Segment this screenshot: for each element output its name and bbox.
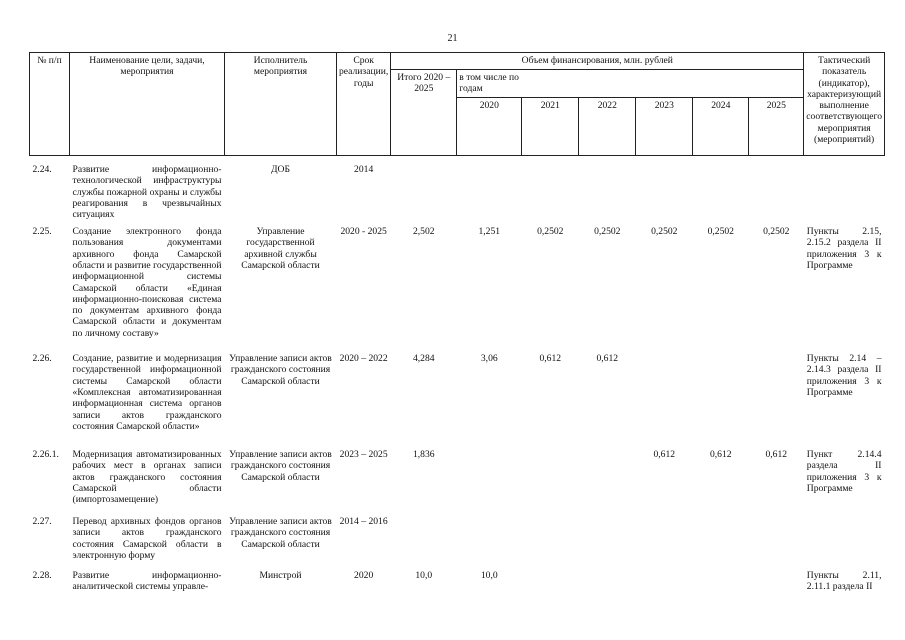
row-2025 [749,569,804,595]
header-year-2022: 2022 [579,97,636,155]
row-2021 [522,515,579,569]
header-executor: Исполнитель мероприятия [225,53,337,156]
row-executor: ДОБ [271,164,290,176]
financing-table-container [29,52,885,595]
row-2022 [579,569,636,595]
header-total: Итого 2020 – 2025 [391,70,457,156]
row-total: 10,0 [415,570,433,582]
header-including: в том числе по годам [457,70,522,98]
row-2023: 0,2502 [651,226,678,238]
row-num: 2.24. [32,164,52,176]
row-2025 [749,515,804,569]
row-term: 2020 [354,570,374,582]
row-term: 2023 – 2025 [339,449,388,461]
row-term: 2014 [354,164,374,176]
table-row [30,163,885,225]
row-name: Создание, развитие и модернизация государственной информационной системы Самарской области «Комплексная автоматизированная информационная система органов записи актов гражданского состояния Самарской области» [72,353,222,432]
header-name: Наименование цели, задачи, мероприятия [70,53,225,156]
table-row [30,448,885,515]
page-number: 21 [447,33,458,44]
header-num: № п/п [30,53,70,156]
header-year-2024: 2024 [693,97,749,155]
row-2020 [457,448,522,515]
row-num: 2.25. [32,226,52,238]
table-row [30,352,885,448]
row-total [391,515,457,569]
row-2022 [579,163,636,225]
row-2021 [522,163,579,225]
row-name: Модернизация автоматизированных рабочих мест в органах записи актов гражданского состояния Самарской области (импортозамещение) [72,449,222,506]
row-executor: Управление записи актов гражданского состояния Самарской области [229,449,332,483]
row-2023 [636,515,693,569]
header-indicator: Тактический показатель (индикатор), характеризующий выполнение соответствующего мероприятия (мероприятий) [804,53,885,156]
header-year-2023: 2023 [636,97,693,155]
row-executor: Минстрой [259,570,302,582]
row-2020 [457,515,522,569]
row-executor: Управление записи актов гражданского состояния Самарской области [229,516,332,550]
row-2022 [579,448,636,515]
row-term: 2020 - 2025 [340,226,387,238]
header-funding: Объем финансирования, млн. рублей [391,53,804,70]
row-2025 [749,163,804,225]
row-2024: 0,612 [709,449,732,461]
row-2021 [522,448,579,515]
row-term: 2014 – 2016 [339,516,388,528]
row-indicator: Пункт 2.14.4 раздела II приложения 3 к Программе [806,449,882,494]
row-num: 2.27. [32,516,52,528]
row-indicator: Пункты 2.14 – 2.14.3 раздела II приложения 3 к Программе [806,353,882,398]
row-2023 [636,569,693,595]
row-total: 2,502 [412,226,435,238]
row-num: 2.26. [32,353,52,365]
row-2020: 3,06 [480,353,498,365]
header-year-2021: 2021 [522,97,579,155]
row-indicator [804,515,885,569]
row-2024 [693,352,749,448]
row-indicator: Пункты 2.15, 2.15.2 раздела II приложения 3 к Программе [806,226,882,271]
row-2020: 1,251 [478,226,501,238]
row-2020 [457,163,522,225]
row-num: 2.26.1. [32,449,59,461]
row-2022: 0,2502 [594,226,621,238]
row-indicator: Пункты 2.11, 2.11.1 раздела II [806,570,882,593]
row-2022 [579,515,636,569]
table-row [30,225,885,352]
header-year-2020: 2020 [457,97,522,155]
row-2022: 0,612 [596,353,619,365]
row-2024 [693,569,749,595]
row-2024: 0,2502 [707,226,734,238]
row-total: 1,836 [412,449,435,461]
row-2024 [693,515,749,569]
table-row [30,515,885,569]
financing-table [29,52,885,595]
row-name: Создание электронного фонда пользования документами архивного фонда Самарской области и развитие государственной информационной системы Самарской области «Единая информационно-поисковая система по документам архивного фонда Самарской области и документам по личному составу» [72,226,222,339]
row-2025: 0,2502 [763,226,790,238]
table-body [30,155,885,595]
table-header [30,53,885,156]
row-2025 [749,352,804,448]
table-row [30,569,885,595]
row-2021 [522,569,579,595]
row-2023 [636,352,693,448]
row-2024 [693,163,749,225]
row-2020: 10,0 [480,570,498,582]
row-total [391,163,457,225]
row-num: 2.28. [32,570,52,582]
row-2021: 0,2502 [537,226,564,238]
row-name: Развитие информационно-аналитической системы управле- [72,570,222,593]
row-name: Развитие информационно-технологической инфраструктуры службы пожарной охраны и службы реагирования в чрезвычайных ситуациях [72,164,222,221]
row-name: Перевод архивных фондов органов записи актов гражданского состояния Самарской области в электронную форму [72,516,222,561]
header-year-2025: 2025 [749,97,804,155]
row-executor: Управление записи актов гражданского состояния Самарской области [229,353,332,387]
row-2023 [636,163,693,225]
row-indicator [804,163,885,225]
row-term: 2020 – 2022 [339,353,388,365]
row-2025: 0,612 [765,449,788,461]
row-total: 4,284 [412,353,435,365]
row-executor: Управление государственной архивной службы Самарской области [241,226,320,271]
row-2023: 0,612 [653,449,676,461]
header-including-blank [522,70,804,98]
header-term: Срок реализации, годы [337,53,391,156]
row-2021: 0,612 [539,353,562,365]
